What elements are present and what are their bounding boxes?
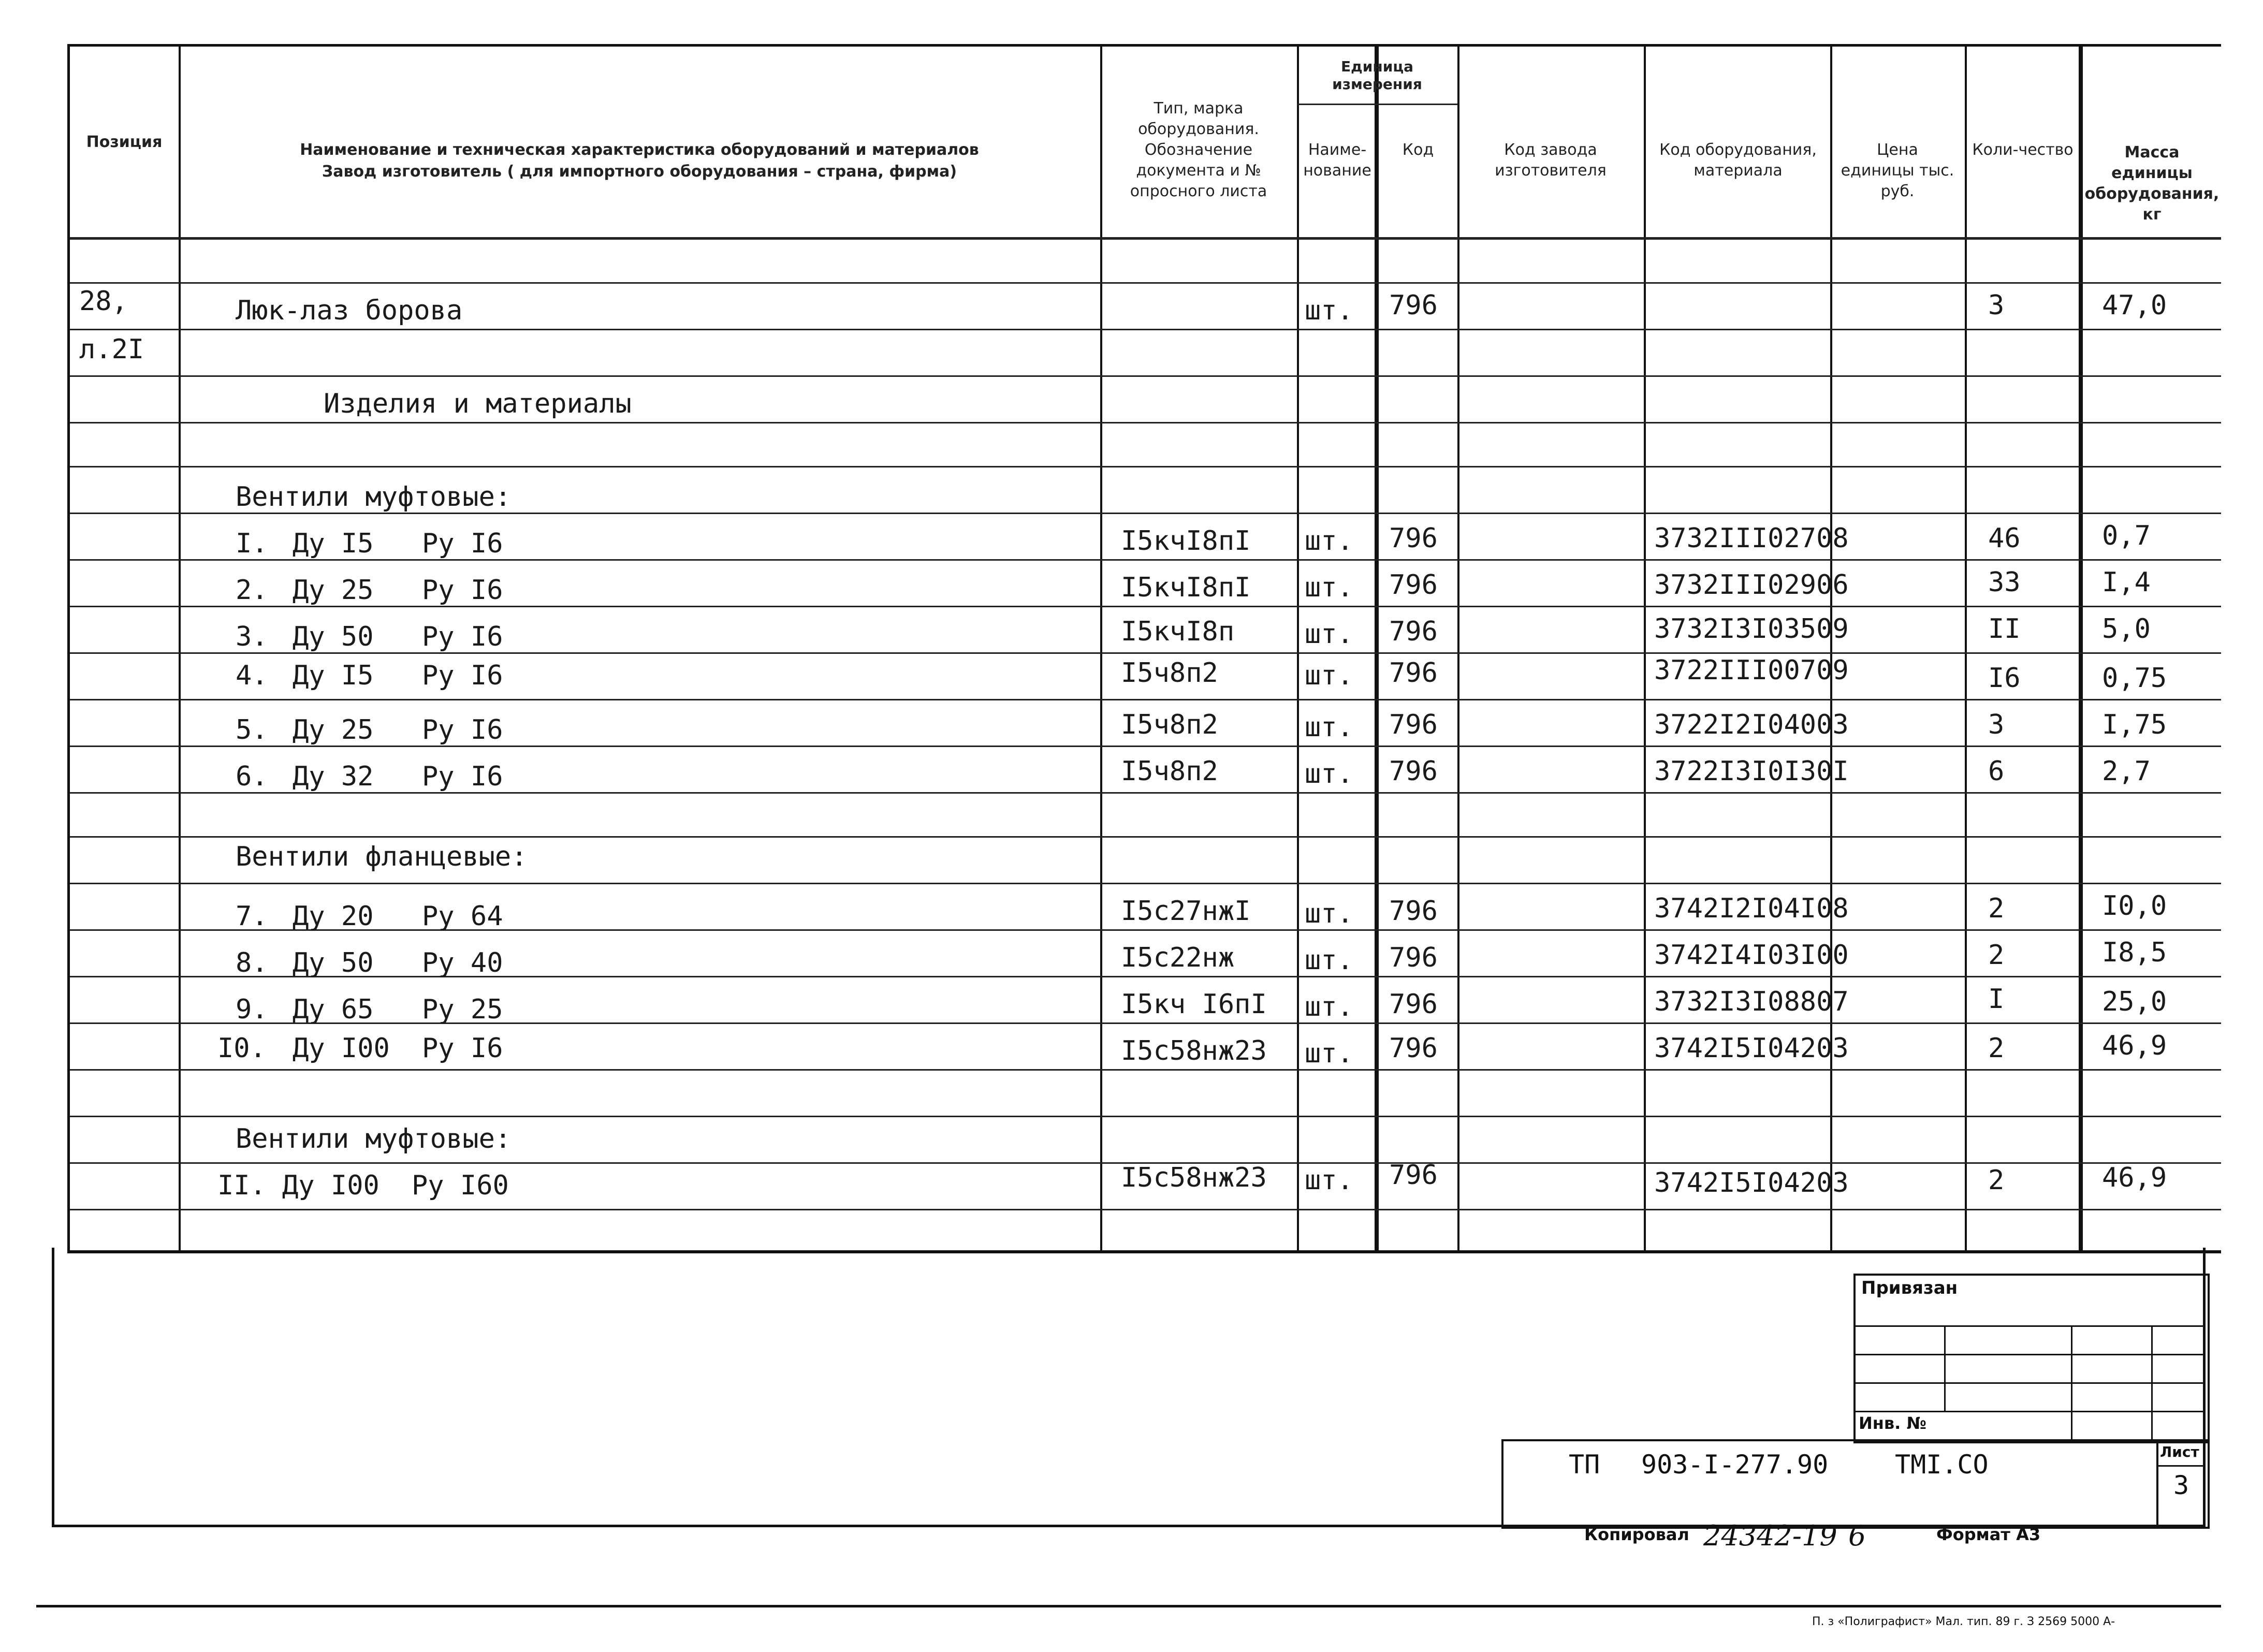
inv-label: Инв. № — [1859, 1413, 1926, 1433]
item-unit: шт. — [1305, 898, 1353, 929]
row-position: 28, — [79, 286, 128, 317]
item-ru: Ру I6 — [422, 575, 503, 606]
item-type: I5ч8п2 — [1121, 756, 1218, 787]
page-bottom-line — [36, 1605, 2221, 1607]
item-ru: Ру I6 — [422, 660, 503, 691]
item-mass: 5,0 — [2102, 613, 2151, 645]
item-qty: II — [1988, 613, 2021, 645]
item-code: 796 — [1389, 709, 1438, 740]
doc-prefix: ТП — [1569, 1450, 1600, 1480]
header-position: Позиция — [86, 133, 163, 151]
item-code: 796 — [1389, 1033, 1438, 1064]
item-ru: Ру 64 — [422, 901, 503, 932]
item-qty: 46 — [1988, 523, 2021, 554]
item-du: Ду 25 — [293, 575, 374, 606]
item-ru: Ру I6 — [422, 714, 503, 745]
item-unit: шт. — [1305, 1165, 1353, 1196]
doc-mark: ТМI.СО — [1895, 1450, 1989, 1480]
item-qty: 6 — [1988, 756, 2005, 787]
frame-left-line — [52, 1248, 54, 1527]
copy-number: 24342-19 — [1703, 1519, 1837, 1552]
sheet-label: Лист — [2160, 1443, 2199, 1460]
row-unit: шт. — [1305, 295, 1353, 326]
item-ru: Ру I6 — [422, 621, 503, 652]
item-unit: шт. — [1305, 619, 1353, 650]
section-title: Изделия и материалы — [324, 388, 632, 419]
item-du: Ду I5 — [293, 660, 374, 691]
item-equip: 3732III02906 — [1654, 569, 1849, 601]
item-equip: 3742I2I04I08 — [1654, 893, 1849, 924]
item-du: Ду 20 — [293, 901, 374, 932]
item-qty: 2 — [1988, 1033, 2005, 1064]
row-name: Люк-лаз борова — [236, 295, 463, 326]
item-num: 7. — [236, 901, 268, 932]
item-num: 4. — [236, 660, 268, 691]
item-type: I5с58нж23 — [1121, 1035, 1267, 1066]
item-qty: 33 — [1988, 567, 2021, 598]
item-unit: шт. — [1305, 945, 1353, 976]
sheet-number: 3 — [2173, 1470, 2189, 1500]
item-du: Ду 25 — [293, 714, 374, 745]
item-type: I5с22нж — [1121, 942, 1235, 973]
item-du: Ду 50 — [293, 947, 374, 978]
header-name-line2: Завод изготовитель ( для импортного оборудования – страна, фирма) — [322, 163, 957, 181]
item-num: I. — [236, 528, 268, 559]
item-qty: I — [1988, 984, 2005, 1015]
item-equip: 3722I3I0I30I — [1654, 756, 1849, 787]
item-mass: 46,9 — [2102, 1030, 2167, 1061]
item-code: 796 — [1389, 989, 1438, 1020]
item-mass: I0,0 — [2102, 890, 2167, 922]
item-mass: I,4 — [2102, 567, 2151, 598]
item-qty: I6 — [1988, 663, 2021, 694]
item-unit: шт. — [1305, 660, 1353, 691]
item-num: I0. — [217, 1033, 266, 1064]
item-code: 796 — [1389, 896, 1438, 927]
item-type: I5кч I6пI — [1121, 989, 1267, 1020]
copied-label: Копировал — [1584, 1525, 1689, 1544]
item-du: Ду 65 — [293, 994, 374, 1025]
item-type: I5кчI8пI — [1121, 525, 1251, 557]
item-unit: шт. — [1305, 525, 1353, 557]
item-mass: I8,5 — [2102, 937, 2167, 968]
item-code: 796 — [1389, 1160, 1438, 1191]
item-num: 5. — [236, 714, 268, 745]
row-code: 796 — [1389, 290, 1438, 321]
unit-header-line — [1297, 104, 1457, 105]
section-title: Вентили фланцевые: — [236, 841, 528, 872]
item-du: Ду 32 — [293, 761, 374, 792]
item-equip: 3722I2I04003 — [1654, 709, 1849, 740]
item-unit: шт. — [1305, 572, 1353, 603]
item-code: 796 — [1389, 657, 1438, 689]
item-ru: Ру I6 — [422, 528, 503, 559]
item-unit: шт. — [1305, 1038, 1353, 1069]
item-mass: I,75 — [2102, 709, 2167, 740]
header-type-mark: Тип, марка оборудования. Обозначение документа и № опросного листа — [1130, 99, 1267, 200]
item-mass: 2,7 — [2102, 756, 2151, 787]
header-mass: Масса единицы оборудования, кг — [2084, 143, 2220, 224]
item-du: Ду I00 — [282, 1170, 379, 1201]
item-num: 9. — [236, 994, 268, 1025]
item-ru: Ру I6 — [422, 1033, 503, 1064]
item-code: 796 — [1389, 569, 1438, 601]
item-mass: 25,0 — [2102, 986, 2167, 1017]
item-num: II. — [217, 1170, 266, 1201]
item-num: 2. — [236, 575, 268, 606]
header-name-line1: Наименование и техническая характеристика оборудований и материалов — [300, 141, 979, 159]
item-ru: Ру I60 — [412, 1170, 509, 1201]
specification-table — [67, 44, 2221, 1253]
item-equip: 3742I4I03I00 — [1654, 940, 1849, 971]
item-qty: 2 — [1988, 893, 2005, 924]
item-type: I5с58нж23 — [1121, 1162, 1267, 1193]
item-equip: 3722III00709 — [1654, 655, 1849, 686]
linked-label: Привязан — [1861, 1278, 1958, 1298]
item-code: 796 — [1389, 942, 1438, 973]
header-unit-code: Код — [1402, 141, 1434, 159]
item-type: I5кчI8пI — [1121, 572, 1251, 603]
item-num: 8. — [236, 947, 268, 978]
copy-extra: 6 — [1848, 1519, 1866, 1552]
item-unit: шт. — [1305, 991, 1353, 1022]
item-qty: 2 — [1988, 1165, 2005, 1196]
item-unit: шт. — [1305, 712, 1353, 743]
item-num: 3. — [236, 621, 268, 652]
item-type: I5ч8п2 — [1121, 709, 1218, 740]
item-equip: 3732I3I03509 — [1654, 613, 1849, 645]
item-mass: 0,75 — [2102, 663, 2167, 694]
item-ru: Ру I6 — [422, 761, 503, 792]
item-code: 796 — [1389, 523, 1438, 554]
row-position: л.2I — [79, 334, 144, 365]
item-equip: 3742I5I04203 — [1654, 1033, 1849, 1064]
item-du: Ду I5 — [293, 528, 374, 559]
item-unit: шт. — [1305, 758, 1353, 790]
header-bottom-line — [70, 237, 2221, 240]
item-type: I5кчI8п — [1121, 616, 1235, 647]
format-label: Формат А3 — [1936, 1525, 2041, 1544]
row-qty: 3 — [1988, 290, 2005, 321]
item-ru: Ру 40 — [422, 947, 503, 978]
item-du: Ду I00 — [293, 1033, 390, 1064]
print-note: П. з «Полиграфист» Мал. тип. 89 г. З 2569 5000 А- — [1812, 1615, 2115, 1628]
header-qty: Коли-чество — [1972, 141, 2074, 159]
header-unit-group: Единица измерения — [1332, 58, 1422, 93]
item-type: I5ч8п2 — [1121, 657, 1218, 689]
item-code: 796 — [1389, 756, 1438, 787]
item-du: Ду 50 — [293, 621, 374, 652]
item-mass: 0,7 — [2102, 520, 2151, 551]
item-code: 796 — [1389, 616, 1438, 647]
section-title: Вентили муфтовые: — [236, 481, 512, 513]
item-num: 6. — [236, 761, 268, 792]
item-equip: 3732I3I08807 — [1654, 986, 1849, 1017]
item-mass: 46,9 — [2102, 1162, 2167, 1193]
header-equip-code: Код оборудования, материала — [1659, 141, 1817, 180]
item-type: I5с27нжI — [1121, 896, 1251, 927]
header-price: Цена единицы тыс. руб. — [1841, 141, 1954, 200]
doc-number: 903-I-277.90 — [1641, 1450, 1829, 1480]
row-mass: 47,0 — [2102, 290, 2167, 321]
item-qty: 2 — [1988, 940, 2005, 971]
document-title-block — [1501, 1439, 2210, 1529]
section-title: Вентили муфтовые: — [236, 1123, 512, 1154]
item-qty: 3 — [1988, 709, 2005, 740]
item-equip: 3742I5I04203 — [1654, 1167, 1849, 1198]
item-ru: Ру 25 — [422, 994, 503, 1025]
header-factory-code: Код завода изготовителя — [1495, 141, 1607, 180]
header-unit-name: Наиме-нование — [1303, 141, 1371, 180]
item-equip: 3732III02708 — [1654, 523, 1849, 554]
